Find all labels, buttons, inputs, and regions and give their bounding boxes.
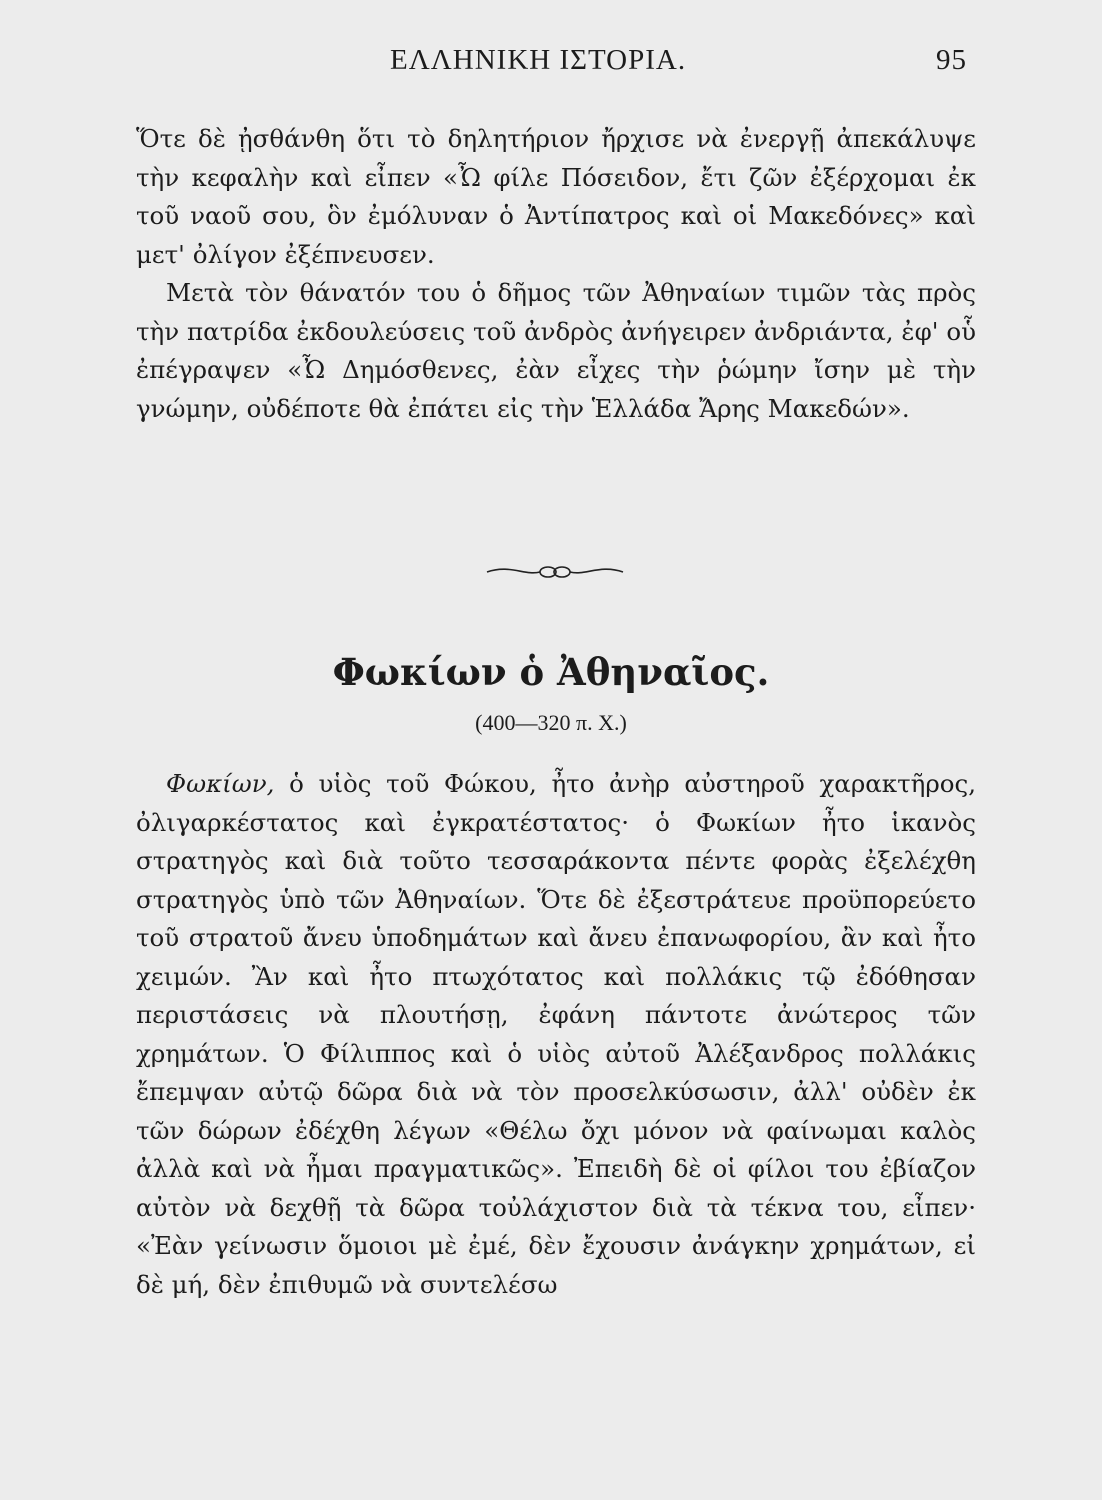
ornamental-divider <box>485 552 625 592</box>
page-number: 95 <box>936 44 967 76</box>
paragraph-demosthenes-statue: Μετὰ τὸν θάνατόν του ὁ δῆμος τῶν Ἀθηναίων τιμῶν τὰς πρὸς τὴν πατρίδα ἐκδουλεύσεις τοῦ ἀνδρὸς ἀνήγειρεν ἀνδριάντα, ἐφ' οὗ ἐπέγραψεν «Ὦ Δημόσθενες, ἐὰν εἶχες τὴν ῥώμην ἴσην μὲ τὴν γνώμην, οὐδέποτε θὰ ἐπάτει εἰς τὴν Ἑλλάδα Ἄρης Μακεδών». <box>136 278 976 423</box>
paragraph-phocion <box>136 765 976 1304</box>
phocion-name: Φωκίων, <box>166 769 275 798</box>
running-title: ΕΛΛΗΝΙΚΗ ΙΣΤΟΡΙΑ. <box>390 44 687 76</box>
top-text-block <box>136 120 976 428</box>
paragraph-demosthenes-death: Ὅτε δὲ ᾐσθάνθη ὅτι τὸ δηλητήριον ἤρχισε νὰ ἐνεργῇ ἀπεκάλυψε τὴν κεφαλὴν καὶ εἶπεν «Ὦ φίλε Πόσειδον, ἔτι ζῶν ἐξέρχομαι ἐκ τοῦ ναοῦ σου, ὃν ἐμόλυναν ὁ Ἀντίπατρος καὶ οἱ Μακεδόνες» καὶ μετ' ὀλίγον ἐξέπνευσεν. <box>136 124 976 269</box>
phocion-body: ὁ υἱὸς τοῦ Φώκου, ἦτο ἀνὴρ αὐστηροῦ χαρακτῆρος, ὀλιγαρκέστατος καὶ ἐγκρατέστατος· ὁ Φωκίων ἦτο ἱκανὸς στρατηγὸς καὶ διὰ τοῦτο τεσσαράκοντα πέντε φορὰς ἐξελέχθη στρατηγὸς ὑπὸ τῶν Ἀθηναίων. Ὅτε δὲ ἐξεστράτευε προϋπορεύετο τοῦ στρατοῦ ἄνευ ὑποδημάτων καὶ ἄνευ ἐπανωφορίου, ἂν καὶ ἦτο χειμών. Ἂν καὶ ἦτο πτωχότατος καὶ πολλάκις τῷ ἐδόθησαν περιστάσεις νὰ πλουτήσῃ, ἐφάνη πάντοτε ἀνώτερος τῶν χρημάτων. Ὁ Φίλιππος καὶ ὁ υἱὸς αὐτοῦ Ἀλέξανδρος πολλάκις ἔπεμψαν αὐτῷ δῶρα διὰ νὰ τὸν προσελκύσωσιν, ἀλλ' οὐδὲν ἐκ τῶν δώρων ἐδέχθη λέγων «Θέλω ὄχι μόνον νὰ φαίνωμαι καλὸς ἀλλὰ καὶ νὰ ἦμαι πραγματικῶς». Ἐπειδὴ δὲ οἱ φίλοι του ἐβίαζον αὐτὸν νὰ δεχθῇ τὰ δῶρα τοὐλάχιστον διὰ τὰ τέκνα του, εἶπεν· «Ἐὰν γείνωσιν ὅμοιοι μὲ ἐμέ, δὲν ἔχουσιν ἀνάγκην χρημάτων, εἰ δὲ μή, δὲν ἐπιθυμῶ νὰ συντελέσω <box>136 769 976 1299</box>
running-header <box>390 44 967 84</box>
bottom-text-block <box>136 765 976 1304</box>
section-dates: (400—320 π. Χ.) <box>475 710 627 735</box>
section-heading: Φωκίων ὁ Ἀθηναῖος. <box>332 650 770 694</box>
